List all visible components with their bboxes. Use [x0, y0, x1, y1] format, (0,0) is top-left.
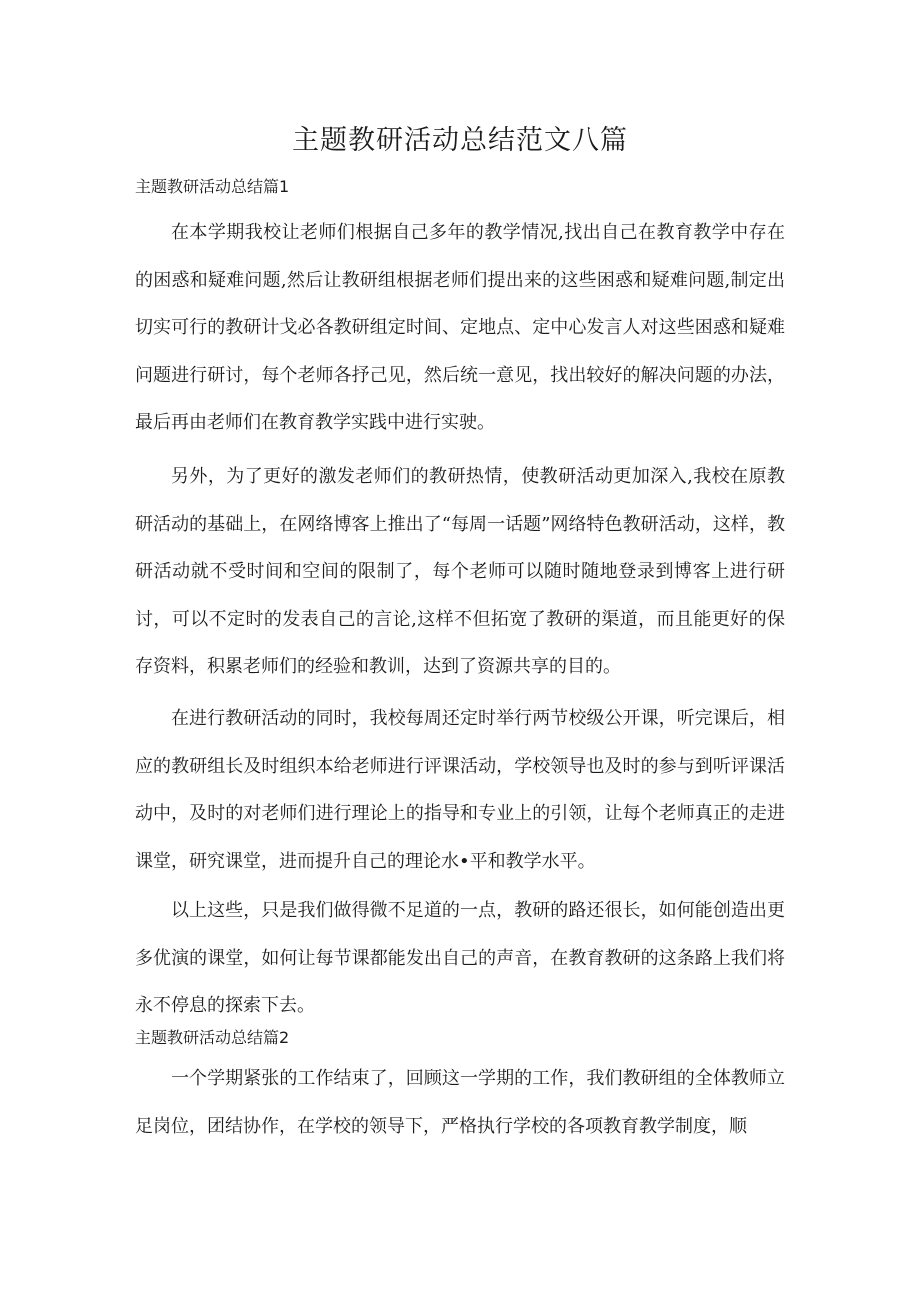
section-heading-1: 主题教研活动总结篇1 — [135, 177, 290, 196]
section-heading-2: 主题教研活动总结篇2 — [135, 1028, 290, 1047]
paragraph: 一个学期紧张的工作结束了，回顾这一学期的工作，我们教研组的全体教师立足岗位，团结协作，在学校的领导下，严格执行学校的各项教育教学制度，顺 — [135, 1068, 785, 1137]
paragraph: 在进行教研活动的同时，我校每周还定时举行两节校级公开课，听完课后，相应的教研组长及时组织本给老师进行评课活动，学校领导也及时的参与到听评课活动中，及时的对老师们进行理论上的指导和专业上的引领，让每个老师真正的走进课堂，研究课堂，进而提升自己的理论水•平和教学水平。 — [135, 708, 785, 872]
paragraph: 另外，为了更好的激发老师们的教研热情，使教研活动更加深入,我校在原教研活动的基础上，在网络博客上推出了“每周一话题”网络特色教研活动，这样，教研活动就不受时间和空间的限制了，每个老师可以随时随地登录到博客上进行研讨，可以不定时的发表自己的言论,这样不但拓宽了教研的渠道，而且能更好的保存资料，积累老师们的经验和教训，达到了资源共享的目的。 — [135, 466, 785, 677]
paragraph: 以上这些，只是我们做得微不足道的一点，教研的路还很长，如何能创造出更多优演的课堂，如何让每节课都能发出自己的声音，在教育教研的这条路上我们将永不停息的探索下去。 — [135, 900, 785, 1016]
document-title: 主题教研活动总结范文八篇 — [292, 125, 628, 156]
paragraph: 在本学期我校让老师们根据自己多年的教学情况,找出自己在教育教学中存在的困惑和疑难问题,然后让教研组根据老师们提出来的这些困惑和疑难问题,制定出切实可行的教研计戈必各教研组定时间、定地点、定中心发言人对这些困惑和疑难问题进行研讨，每个老师各抒己见，然后统一意见，找出较好的解决问题的办法，最后再由老师们在教育教学实践中进行实驶。 — [135, 222, 785, 433]
